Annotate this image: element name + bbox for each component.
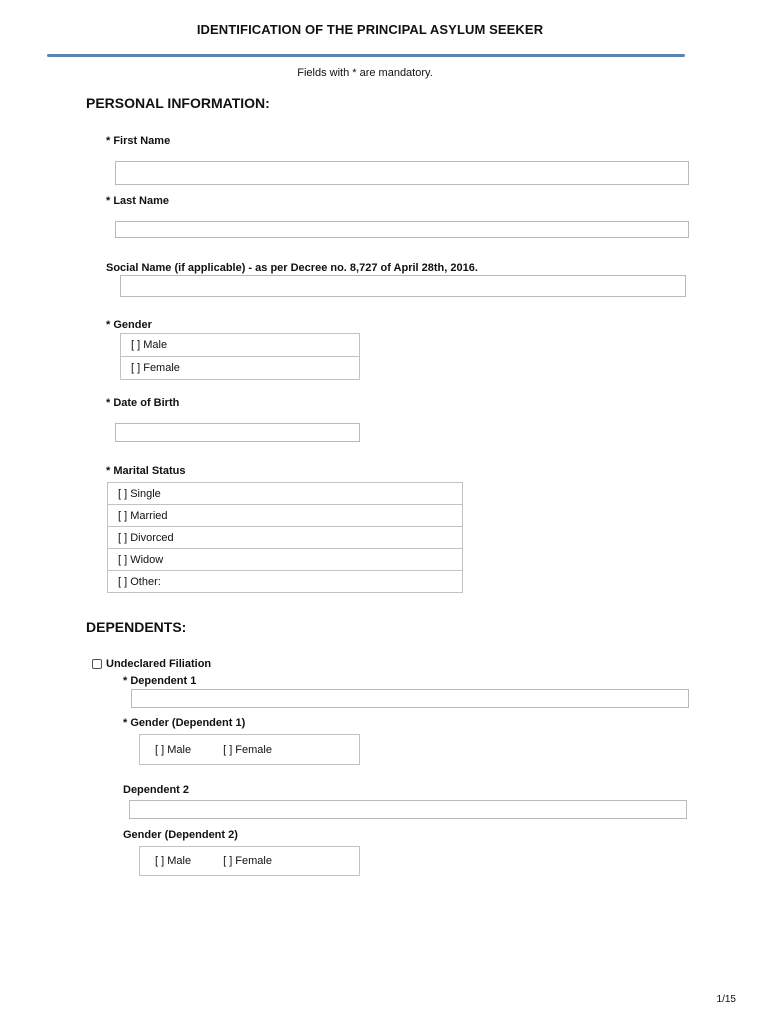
dependent-2-gender-label: Gender (Dependent 2): [123, 829, 238, 841]
checkbox-icon[interactable]: [92, 659, 102, 669]
last-name-label: * Last Name: [106, 195, 169, 207]
personal-info-heading: PERSONAL INFORMATION:: [86, 95, 270, 111]
dep2-gender-female[interactable]: [ ] Female: [223, 855, 272, 867]
gender-label: * Gender: [106, 319, 152, 331]
page-number: 1/15: [716, 994, 736, 1005]
dependent-1-input[interactable]: [131, 689, 689, 708]
document-title: IDENTIFICATION OF THE PRINCIPAL ASYLUM SEEKER: [196, 22, 544, 37]
dependent-1-gender-label: * Gender (Dependent 1): [123, 717, 246, 729]
dob-label: * Date of Birth: [106, 397, 180, 409]
dependent-1-label: * Dependent 1: [123, 675, 197, 687]
dependent-2-label: Dependent 2: [123, 784, 190, 796]
dependents-heading: DEPENDENTS:: [86, 619, 187, 635]
dep1-gender-male[interactable]: [ ] Male: [155, 743, 192, 756]
dep2-gender-male[interactable]: [ ] Male: [155, 855, 192, 867]
dependent-2-gender-options: [139, 846, 360, 876]
dob-input[interactable]: [115, 423, 360, 442]
gender-options: [120, 333, 360, 380]
marital-status-options: [107, 482, 463, 593]
last-name-input[interactable]: [115, 221, 689, 238]
title-divider: [47, 54, 685, 57]
marital-option-other[interactable]: [ ] Other:: [118, 575, 161, 588]
marital-option-single[interactable]: [ ] Single: [108, 483, 462, 505]
undeclared-filiation[interactable]: [92, 658, 211, 670]
first-name-input[interactable]: [115, 161, 689, 185]
social-name-input[interactable]: [120, 275, 686, 297]
marital-option-married[interactable]: [ ] Married: [108, 505, 462, 527]
social-name-label: Social Name (if applicable) - as per Decree no. 8,727 of April 28th, 2016.: [106, 262, 478, 274]
first-name-label: * First Name: [106, 135, 171, 147]
dep1-gender-female[interactable]: [ ] Female: [223, 743, 272, 756]
dependent-1-gender-options: [139, 734, 360, 765]
undeclared-filiation-label: Undeclared Filiation: [106, 658, 212, 670]
marital-status-label: * Marital Status: [106, 465, 186, 477]
gender-option-female[interactable]: [ ] Female: [131, 362, 180, 374]
marital-option-divorced[interactable]: [ ] Divorced: [108, 527, 462, 549]
marital-option-widow[interactable]: [ ] Widow: [108, 549, 462, 571]
mandatory-note: Fields with * are mandatory.: [297, 67, 433, 79]
gender-option-male[interactable]: [ ] Male: [121, 334, 359, 357]
dependent-2-input[interactable]: [129, 800, 687, 819]
